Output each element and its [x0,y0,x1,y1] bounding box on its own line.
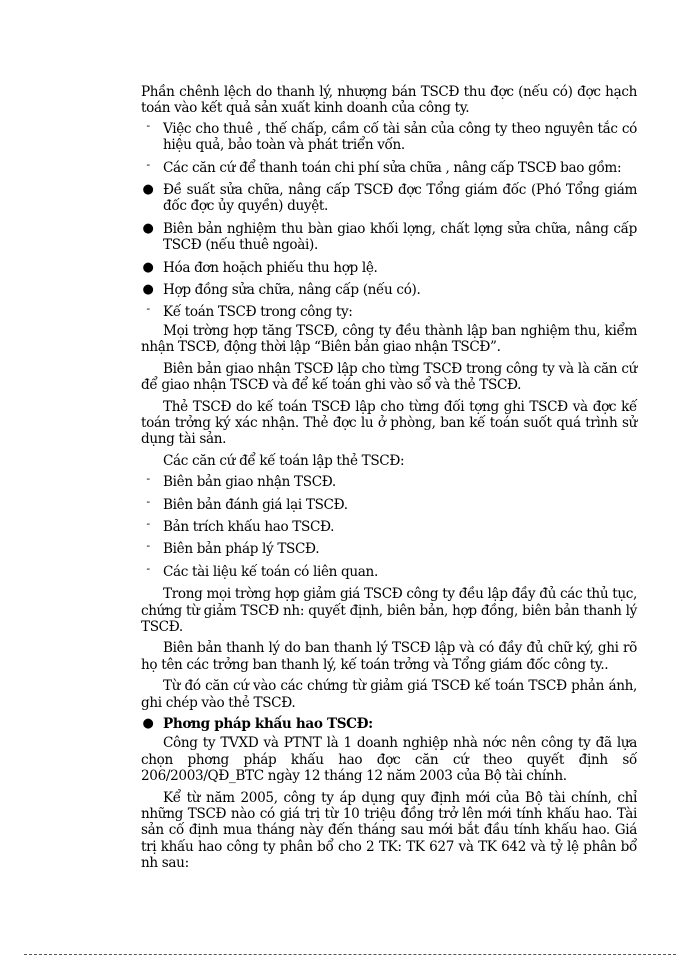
dash-marker-icon: - [146,157,150,171]
list-item-text: Đề suất sửa chữa, nâng cấp TSCĐ đợc Tổng giám đốc (Phó Tổng giám đốc đợc ủy quyền) duyệt. [163,182,637,215]
page-footer-divider [24,954,676,955]
list-item [141,221,637,254]
paragraph: Thẻ TSCĐ do kế toán TSCĐ lập cho từng đối tợng ghi TSCĐ và đợc kế toán trởng ký xác nhận. Thẻ đợc lu ở phòng, ban kế toán suốt quá trình sử dụng tài sản. [141,398,637,448]
paragraph: Kể từ năm 2005, công ty áp dụng quy định mới của Bộ tài chính, chỉ những TSCĐ nào có giá trị từ 10 triệu đồng trở lên mới tính khấu hao. Tài sản cố định mua tháng này đến tháng sau mới bắt đầu tính khấu hao. Giá trị khấu hao công ty phân bổ cho 2 TK: TK 627 và TK 642 và tỷ lệ phân bổ nh sau: [141,789,637,872]
dash-marker-icon: - [146,561,150,575]
list-item [141,260,637,276]
list-item [141,304,637,320]
bullet-icon: ● [142,182,154,198]
list-item-text: Bản trích khấu hao TSCĐ. [163,518,335,535]
list-item [141,118,637,154]
dash-marker-icon: - [146,118,150,132]
list-item-text: Các tài liệu kế toán có liên quan. [163,563,378,580]
dash-marker-icon: - [146,472,150,486]
list-item-text: Các căn cứ để thanh toán chi phí sửa chữa , nâng cấp TSCĐ bao gồm: [163,159,622,176]
bullet-icon: ● [142,716,154,731]
bullet-icon: ● [142,259,154,275]
list-item [141,474,637,490]
list-item [141,282,637,298]
bullet-icon: ● [142,220,154,236]
dash-marker-icon: - [146,494,150,508]
ketoan-heading: Kế toán TSCĐ trong công ty: [163,304,353,321]
paragraph: Công ty TVXD và PTNT là 1 doanh nghiệp nhà nớc nên công ty đã lựa chọn phơng pháp khấu hao đợc căn cứ theo quyết định số 206/2003/QĐ_BTC ngày 12 tháng 12 năm 2003 của Bộ tài chính. [141,735,637,785]
dash-marker-icon: - [146,302,150,316]
list-item-text: Hợp đồng sửa chữa, nâng cấp (nếu có). [163,282,421,299]
paragraph: Mọi trờng hợp tăng TSCĐ, công ty đều thành lập ban nghiệm thu, kiểm nhận TSCĐ, động thời lập “Biên bản giao nhận TSCĐ”. [141,322,637,356]
list-item-text: Biên bản nghiệm thu bàn giao khối lợng, chất lợng sửa chữa, nâng cấp TSCĐ (nếu thuê ngoài). [163,220,637,254]
paragraph: Trong mọi trờng hợp giảm giá TSCĐ công ty đều lập đầy đủ các thủ tục, chứng từ giảm TSCĐ nh: quyết định, biên bản, hợp đồng, biên bản thanh lý TSCĐ. [141,586,637,635]
list-item-text: Việc cho thuê , thế chấp, cầm cố tài sản của công ty theo nguyên tắc có hiệu quả, bảo toàn và phát triển vốn. [163,120,637,154]
dash-marker-icon: - [146,516,150,530]
list-item [141,182,637,215]
document-body [141,84,637,877]
list-item-text: Hóa đơn hoặch phiếu thu hợp lệ. [163,259,378,276]
paragraph-chenh-lech: Phần chênh lệch do thanh lý, nhượng bán TSCĐ thu đợc (nếu có) đợc hạch toán vào kết quả sản xuất kinh doanh của công ty. [141,84,637,117]
paragraph: Biên bản thanh lý do ban thanh lý TSCĐ lập và có đầy đủ chữ ký, ghi rõ họ tên các trởng ban thanh lý, kế toán trởng và Tổng giám đốc công ty.. [141,640,637,673]
list-item [141,157,637,176]
bullet-icon: ● [142,282,154,298]
paragraph: Từ đó căn cứ vào các chứng từ giảm giá TSCĐ kế toán TSCĐ phản ánh, ghi chép vào thẻ TSCĐ. [141,678,637,711]
list-item-text: Biên bản pháp lý TSCĐ. [163,541,320,558]
list-item-text: Biên bản giao nhận TSCĐ. [163,474,336,491]
list-item [141,561,637,580]
paragraph: Biên bản giao nhận TSCĐ lập cho từng TSCĐ trong công ty và là căn cứ để giao nhận TSCĐ và để kế toán ghi vào sổ và thẻ TSCĐ. [141,360,637,394]
list-item [141,494,637,513]
list-item [141,541,637,557]
list-item [141,516,637,535]
heading-khau-hao: Phơng pháp khấu hao TSCĐ: [163,716,373,732]
paragraph: Các căn cứ để kế toán lập thẻ TSCĐ: [163,452,405,469]
list-item-text: Biên bản đánh giá lại TSCĐ. [163,496,348,513]
dash-marker-icon: - [146,539,150,553]
section-heading [141,716,637,732]
